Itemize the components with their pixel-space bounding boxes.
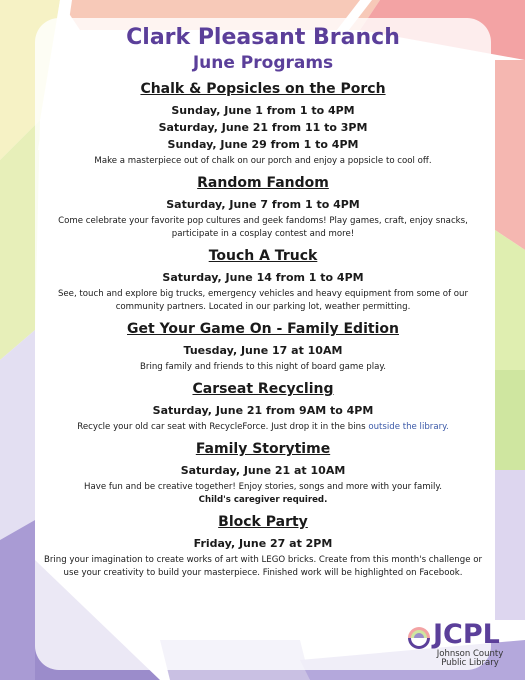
event-date: Saturday, June 21 from 11 to 3PM [158,121,368,134]
logo-line-1: Johnson County [436,649,504,659]
event-date: Friday, June 27 at 2PM [193,537,333,550]
event-note: Child's caregiver required. [198,495,328,505]
event-title: Chalk & Popsicles on the Porch [140,81,386,97]
event-description: Have fun and be creative together! Enjoy stories, songs and more with your family. [84,482,442,492]
event-description: See, touch and explore big trucks, emergency vehicles and heavy equipment from some of our community partners. Located in our parking lot, weather permitting. [57,289,469,312]
logo-acronym: JCPL [433,619,500,650]
jcpl-logo-icon [405,622,433,650]
event-date: Saturday, June 21 at 10AM [180,464,346,477]
month-subtitle: June Programs [192,53,334,73]
event-title: Block Party [218,514,308,530]
event-title: Random Fandom [197,175,329,191]
event-chalk-popsicles [35,80,491,168]
event-family-storytime [35,440,491,507]
event-date: Saturday, June 14 from 1 to 4PM [162,271,364,284]
logo-name [427,650,513,668]
branch-title: Clark Pleasant Branch [126,25,400,50]
location-link[interactable]: outside the library. [368,422,449,432]
logo-line-2: Public Library [441,658,499,668]
event-title: Touch A Truck [208,248,318,264]
event-random-fandom [35,174,491,241]
event-title: Family Storytime [195,441,331,457]
event-game-night [35,320,491,374]
event-date: Saturday, June 21 from 9AM to 4PM [152,404,374,417]
event-block-party [35,513,491,580]
event-title: Get Your Game On - Family Edition [127,321,399,337]
event-date: Saturday, June 7 from 1 to 4PM [166,198,360,211]
description-text: Recycle your old car seat with RecycleForce. Just drop it in the bins [77,422,369,432]
event-carseat-recycling [35,380,491,434]
event-touch-a-truck [35,247,491,314]
event-description: Bring family and friends to this night of board game play. [140,362,386,372]
event-description [35,421,491,434]
event-title: Carseat Recycling [192,381,334,397]
event-description: Bring your imagination to create works of art with LEGO bricks. Create from this month's challenge or use your creativity to build your masterpiece. Finished work will be highlighted on Facebook. [43,555,483,578]
event-description: Come celebrate your favorite pop cultures and geek fandoms! Play games, craft, enjoy snacks, participate in a cosplay contest and more! [58,216,468,239]
program-flyer [35,24,491,580]
event-description: Make a masterpiece out of chalk on our porch and enjoy a popsicle to cool off. [94,156,432,166]
event-date: Tuesday, June 17 at 10AM [183,344,343,357]
jcpl-logo [405,618,515,670]
event-date: Sunday, June 1 from 1 to 4PM [171,104,355,117]
event-date: Sunday, June 29 from 1 to 4PM [167,138,359,151]
